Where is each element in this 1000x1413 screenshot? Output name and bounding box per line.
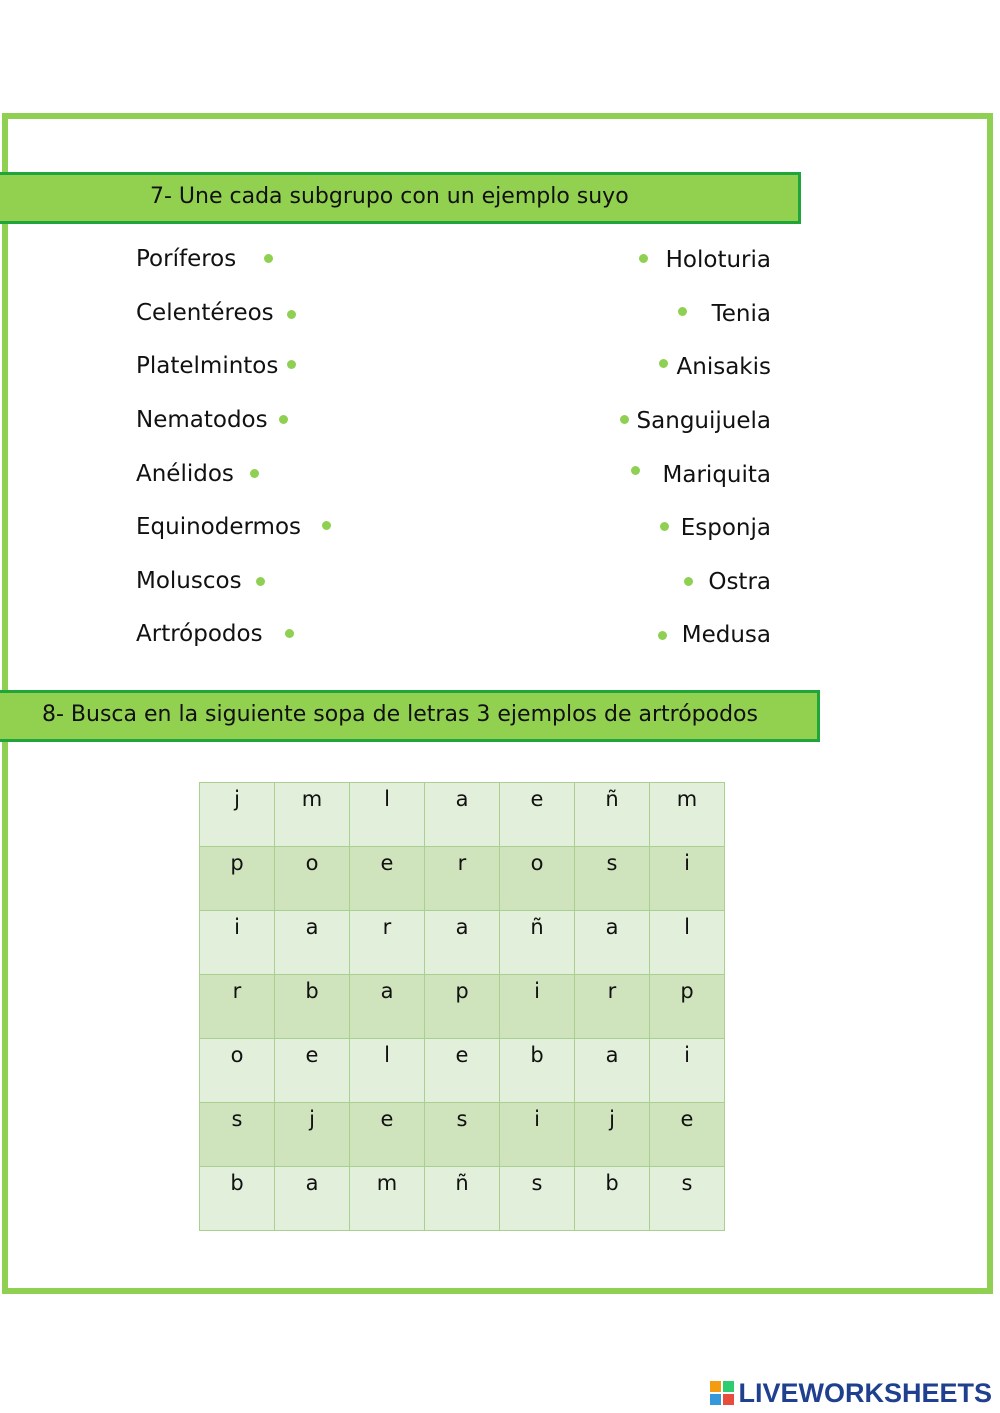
grid-row (200, 1039, 725, 1103)
section-7-title: 7- Une cada subgrupo con un ejemplo suyo (0, 172, 801, 224)
grid-cell[interactable]: e (650, 1103, 725, 1167)
match-dot-left-6[interactable] (322, 521, 331, 530)
grid-cell[interactable]: e (500, 783, 575, 847)
left-item-equinodermos: Equinodermos (136, 514, 302, 540)
grid-cell[interactable]: s (650, 1167, 725, 1231)
match-dot-left-3[interactable] (287, 360, 296, 369)
grid-cell[interactable]: ñ (500, 911, 575, 975)
grid-cell[interactable]: i (200, 911, 275, 975)
grid-row (200, 975, 725, 1039)
match-dot-left-1[interactable] (264, 254, 273, 263)
grid-cell[interactable]: a (425, 783, 500, 847)
right-item-medusa: Medusa (681, 622, 771, 648)
grid-cell[interactable]: r (350, 911, 425, 975)
match-dot-right-6[interactable] (660, 522, 669, 531)
grid-cell[interactable]: r (425, 847, 500, 911)
grid-cell[interactable]: a (275, 911, 350, 975)
grid-cell[interactable]: s (575, 847, 650, 911)
grid-cell[interactable]: o (200, 1039, 275, 1103)
right-item-ostra: Ostra (708, 569, 771, 595)
grid-cell[interactable]: p (650, 975, 725, 1039)
grid-cell[interactable]: j (575, 1103, 650, 1167)
match-dot-right-7[interactable] (684, 577, 693, 586)
grid-cell[interactable]: e (350, 847, 425, 911)
logo-text: LIVEWORKSHEETS (738, 1377, 992, 1408)
left-item-artropodos: Artrópodos (136, 621, 263, 647)
right-item-esponja: Esponja (680, 515, 771, 541)
grid-cell[interactable]: i (650, 847, 725, 911)
grid-row (200, 783, 725, 847)
left-item-celentereos: Celentéreos (136, 300, 274, 326)
right-item-sanguijuela: Sanguijuela (636, 408, 771, 434)
grid-cell[interactable]: m (650, 783, 725, 847)
grid-cell[interactable]: l (650, 911, 725, 975)
word-search-grid (199, 782, 725, 1231)
grid-cell[interactable]: j (200, 783, 275, 847)
grid-cell[interactable]: p (425, 975, 500, 1039)
grid-cell[interactable]: o (275, 847, 350, 911)
grid-cell[interactable]: i (500, 1103, 575, 1167)
match-dot-left-7[interactable] (256, 577, 265, 586)
right-item-holoturia: Holoturia (665, 247, 771, 273)
grid-cell[interactable]: a (575, 1039, 650, 1103)
left-item-moluscos: Moluscos (136, 568, 242, 594)
match-dot-right-2[interactable] (678, 307, 687, 316)
grid-cell[interactable]: b (575, 1167, 650, 1231)
match-dot-right-5[interactable] (631, 466, 640, 475)
grid-cell[interactable]: r (200, 975, 275, 1039)
match-dot-right-3[interactable] (659, 359, 668, 368)
match-dot-right-4[interactable] (620, 415, 629, 424)
grid-cell[interactable]: l (350, 783, 425, 847)
grid-cell[interactable]: m (275, 783, 350, 847)
grid-cell[interactable]: s (425, 1103, 500, 1167)
match-dot-left-4[interactable] (279, 415, 288, 424)
match-dot-right-1[interactable] (639, 254, 648, 263)
grid-cell[interactable]: a (575, 911, 650, 975)
grid-cell[interactable]: j (275, 1103, 350, 1167)
grid-cell[interactable]: b (275, 975, 350, 1039)
grid-cell[interactable]: ñ (575, 783, 650, 847)
grid-cell[interactable]: a (275, 1167, 350, 1231)
grid-cell[interactable]: ñ (425, 1167, 500, 1231)
grid-cell[interactable]: s (200, 1103, 275, 1167)
grid-cell[interactable]: s (500, 1167, 575, 1231)
left-item-poriferos: Poríferos (136, 246, 237, 272)
grid-row (200, 847, 725, 911)
liveworksheets-logo (710, 1376, 992, 1410)
left-item-platelmintos: Platelmintos (136, 353, 279, 379)
match-dot-right-8[interactable] (658, 631, 667, 640)
grid-cell[interactable]: r (575, 975, 650, 1039)
grid-cell[interactable]: i (500, 975, 575, 1039)
grid-row (200, 1103, 725, 1167)
grid-cell[interactable]: e (350, 1103, 425, 1167)
grid-cell[interactable]: l (350, 1039, 425, 1103)
grid-cell[interactable]: b (200, 1167, 275, 1231)
section-8-title: 8- Busca en la siguiente sopa de letras 3 ejemplos de artrópodos (0, 690, 820, 742)
right-item-mariquita: Mariquita (662, 462, 771, 488)
grid-row (200, 1167, 725, 1231)
grid-cell[interactable]: b (500, 1039, 575, 1103)
grid-cell[interactable]: e (275, 1039, 350, 1103)
grid-cell[interactable]: a (425, 911, 500, 975)
grid-cell[interactable]: a (350, 975, 425, 1039)
grid-cell[interactable]: i (650, 1039, 725, 1103)
match-dot-left-2[interactable] (287, 310, 296, 319)
left-item-nematodos: Nematodos (136, 407, 268, 433)
grid-cell[interactable]: p (200, 847, 275, 911)
grid-cell[interactable]: o (500, 847, 575, 911)
grid-cell[interactable]: m (350, 1167, 425, 1231)
match-dot-left-8[interactable] (285, 629, 294, 638)
left-item-anelidos: Anélidos (136, 461, 234, 487)
right-item-anisakis: Anisakis (676, 354, 771, 380)
match-dot-left-5[interactable] (250, 469, 259, 478)
grid-cell[interactable]: e (425, 1039, 500, 1103)
right-item-tenia: Tenia (711, 301, 771, 327)
logo-squares-icon (710, 1381, 734, 1405)
grid-row (200, 911, 725, 975)
